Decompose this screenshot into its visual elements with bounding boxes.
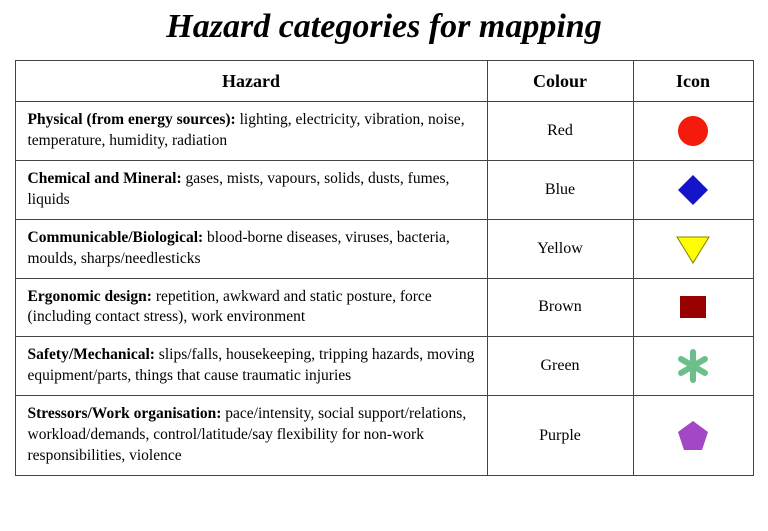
hazard-description-cell (15, 278, 487, 337)
red-circle-icon (638, 114, 749, 148)
purple-pentagon-icon (638, 419, 749, 453)
hazard-description-cell (15, 160, 487, 219)
yellow-triangle-down-icon (638, 232, 749, 266)
table-row (15, 219, 753, 278)
icon-cell (633, 337, 753, 396)
table-row (15, 102, 753, 161)
icon-cell (633, 396, 753, 476)
colour-label-cell: Red (487, 102, 633, 161)
table-row (15, 160, 753, 219)
hazard-category-label: Chemical and Mineral: (27, 169, 182, 187)
icon-cell (633, 219, 753, 278)
page-title: Hazard categories for mapping (166, 8, 602, 45)
colour-label-cell: Brown (487, 278, 633, 337)
hazard-category-label: Ergonomic design: (27, 287, 152, 305)
hazard-description-cell (15, 219, 487, 278)
hazard-description-cell (15, 396, 487, 476)
colour-label-cell: Purple (487, 396, 633, 476)
hazard-description-cell (15, 102, 487, 161)
colour-label-cell: Blue (487, 160, 633, 219)
hazard-category-detail: repetition, awkward and static posture, force (including contact stress), work environment (27, 287, 432, 326)
hazard-category-label: Communicable/Biological: (27, 228, 204, 246)
icon-cell (633, 160, 753, 219)
table-row (15, 278, 753, 337)
document-page (0, 8, 768, 531)
icon-cell (633, 102, 753, 161)
column-header-colour: Colour (487, 61, 633, 102)
hazard-category-detail: lighting, electricity, vibration, noise, temperature, humidity, radiation (27, 111, 465, 149)
brown-square-icon (638, 290, 749, 324)
icon-cell (633, 278, 753, 337)
hazard-categories-table (15, 60, 754, 476)
colour-label-cell: Green (487, 337, 633, 396)
hazard-category-detail: gases, mists, vapours, solids, dusts, fumes, liquids (27, 169, 450, 208)
blue-diamond-icon (638, 173, 749, 207)
hazard-category-label: Physical (from energy sources): (27, 111, 236, 128)
green-asterisk-icon (638, 349, 749, 383)
hazard-category-label: Safety/Mechanical: (27, 346, 155, 364)
hazard-category-detail: blood-borne diseases, viruses, bacteria, moulds, sharps/needlesticks (27, 228, 450, 267)
hazard-category-detail: slips/falls, housekeeping, tripping hazards, moving equipment/parts, things that cause traumatic injuries (27, 346, 475, 385)
table-body (15, 102, 753, 476)
table-row (15, 337, 753, 396)
column-header-hazard: Hazard (15, 61, 487, 102)
colour-label-cell: Yellow (487, 219, 633, 278)
hazard-description-cell (15, 337, 487, 396)
hazard-category-label: Stressors/Work organisation: (27, 405, 222, 423)
table-header-row (15, 61, 753, 102)
column-header-icon: Icon (633, 61, 753, 102)
table-row (15, 396, 753, 476)
hazard-category-detail: pace/intensity, social support/relations, workload/demands, control/latitude/say flexibility for non-work responsibilities, violence (27, 405, 467, 465)
